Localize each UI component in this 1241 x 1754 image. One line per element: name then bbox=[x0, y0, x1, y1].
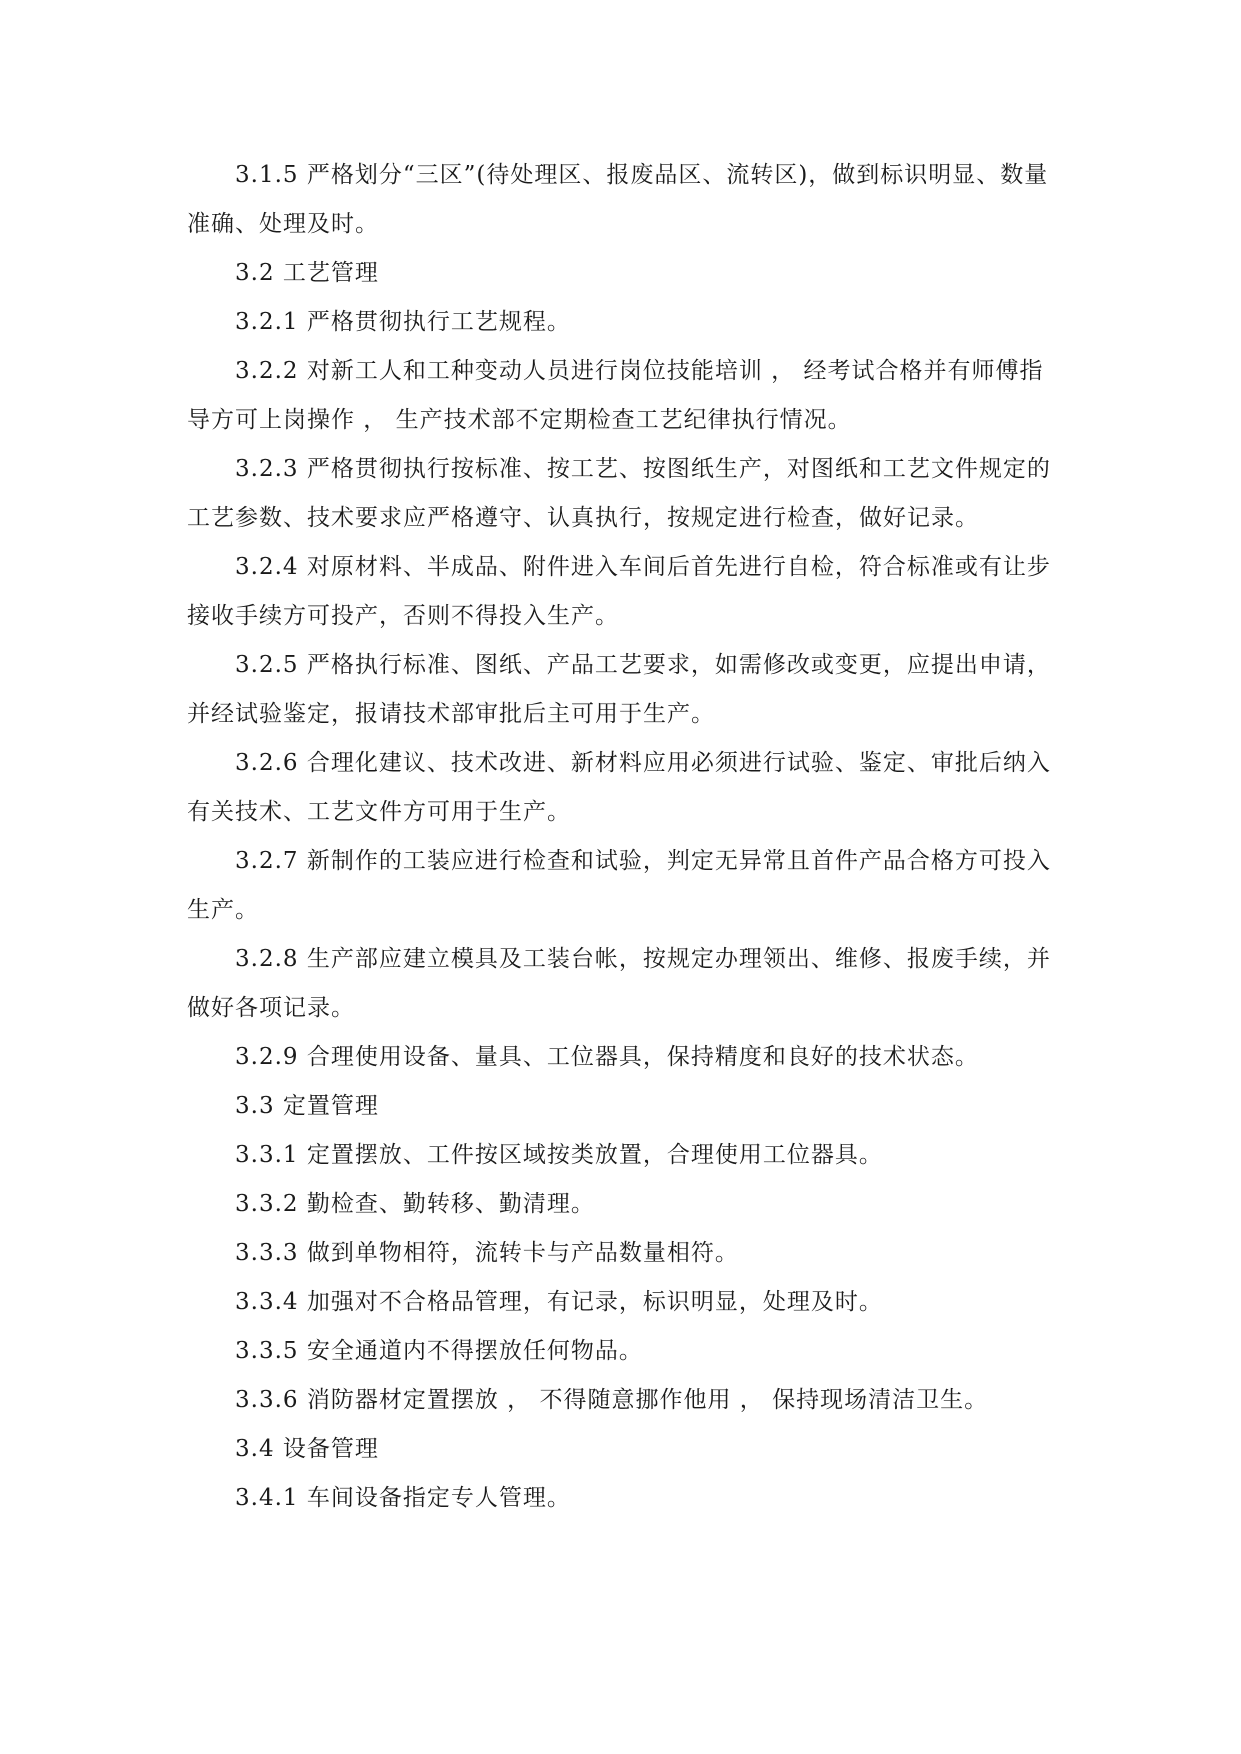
paragraph-3-2-7: 3.2.7 新制作的工装应进行检查和试验，判定无异常且首件产品合格方可投入生产。 bbox=[187, 848, 1051, 923]
paragraph-3-3-2: 3.3.2 勤检查、勤转移、勤清理。 bbox=[235, 1191, 595, 1217]
paragraph-3-2-3: 3.2.3 严格贯彻执行按标准、按工艺、按图纸生产，对图纸和工艺文件规定的工艺参数、技术要求应严格遵守、认真执行，按规定进行检查，做好记录。 bbox=[187, 456, 1051, 531]
section-heading-3-4: 3.4 设备管理 bbox=[235, 1436, 379, 1462]
paragraph-3-2-1: 3.2.1 严格贯彻执行工艺规程。 bbox=[235, 309, 571, 335]
paragraph-3-4-1: 3.4.1 车间设备指定专人管理。 bbox=[235, 1485, 571, 1511]
paragraph-3-3-1: 3.3.1 定置摆放、工件按区域按类放置，合理使用工位器具。 bbox=[235, 1142, 883, 1168]
paragraph-3-3-6: 3.3.6 消防器材定置摆放 ， 不得随意挪作他用 ， 保持现场清洁卫生。 bbox=[235, 1387, 989, 1413]
paragraph-3-2-2: 3.2.2 对新工人和工种变动人员进行岗位技能培训 ， 经考试合格并有师傅指导方可上岗操作 ， 生产技术部不定期检查工艺纪律执行情况。 bbox=[187, 358, 1044, 433]
section-heading-3-2: 3.2 工艺管理 bbox=[235, 260, 379, 286]
paragraph-3-2-6: 3.2.6 合理化建议、技术改进、新材料应用必须进行试验、鉴定、审批后纳入有关技术、工艺文件方可用于生产。 bbox=[187, 750, 1051, 825]
paragraph-3-3-3: 3.3.3 做到单物相符，流转卡与产品数量相符。 bbox=[235, 1240, 739, 1266]
paragraph-3-1-5: 3.1.5 严格划分“三区”(待处理区、报废品区、流转区)，做到标识明显、数量准确、处理及时。 bbox=[187, 162, 1049, 237]
document-body bbox=[187, 151, 1057, 1523]
paragraph-3-3-4: 3.3.4 加强对不合格品管理，有记录，标识明显，处理及时。 bbox=[235, 1289, 883, 1315]
paragraph-3-2-5: 3.2.5 严格执行标准、图纸、产品工艺要求，如需修改或变更，应提出申请，并经试验鉴定，报请技术部审批后主可用于生产。 bbox=[187, 652, 1051, 727]
paragraph-3-3-5: 3.3.5 安全通道内不得摆放任何物品。 bbox=[235, 1338, 643, 1364]
paragraph-3-2-8: 3.2.8 生产部应建立模具及工装台帐，按规定办理领出、维修、报废手续，并做好各项记录。 bbox=[187, 946, 1051, 1021]
paragraph-3-2-4: 3.2.4 对原材料、半成品、附件进入车间后首先进行自检，符合标准或有让步接收手续方可投产，否则不得投入生产。 bbox=[187, 554, 1051, 629]
section-heading-3-3: 3.3 定置管理 bbox=[235, 1093, 379, 1119]
paragraph-3-2-9: 3.2.9 合理使用设备、量具、工位器具，保持精度和良好的技术状态。 bbox=[235, 1044, 979, 1070]
